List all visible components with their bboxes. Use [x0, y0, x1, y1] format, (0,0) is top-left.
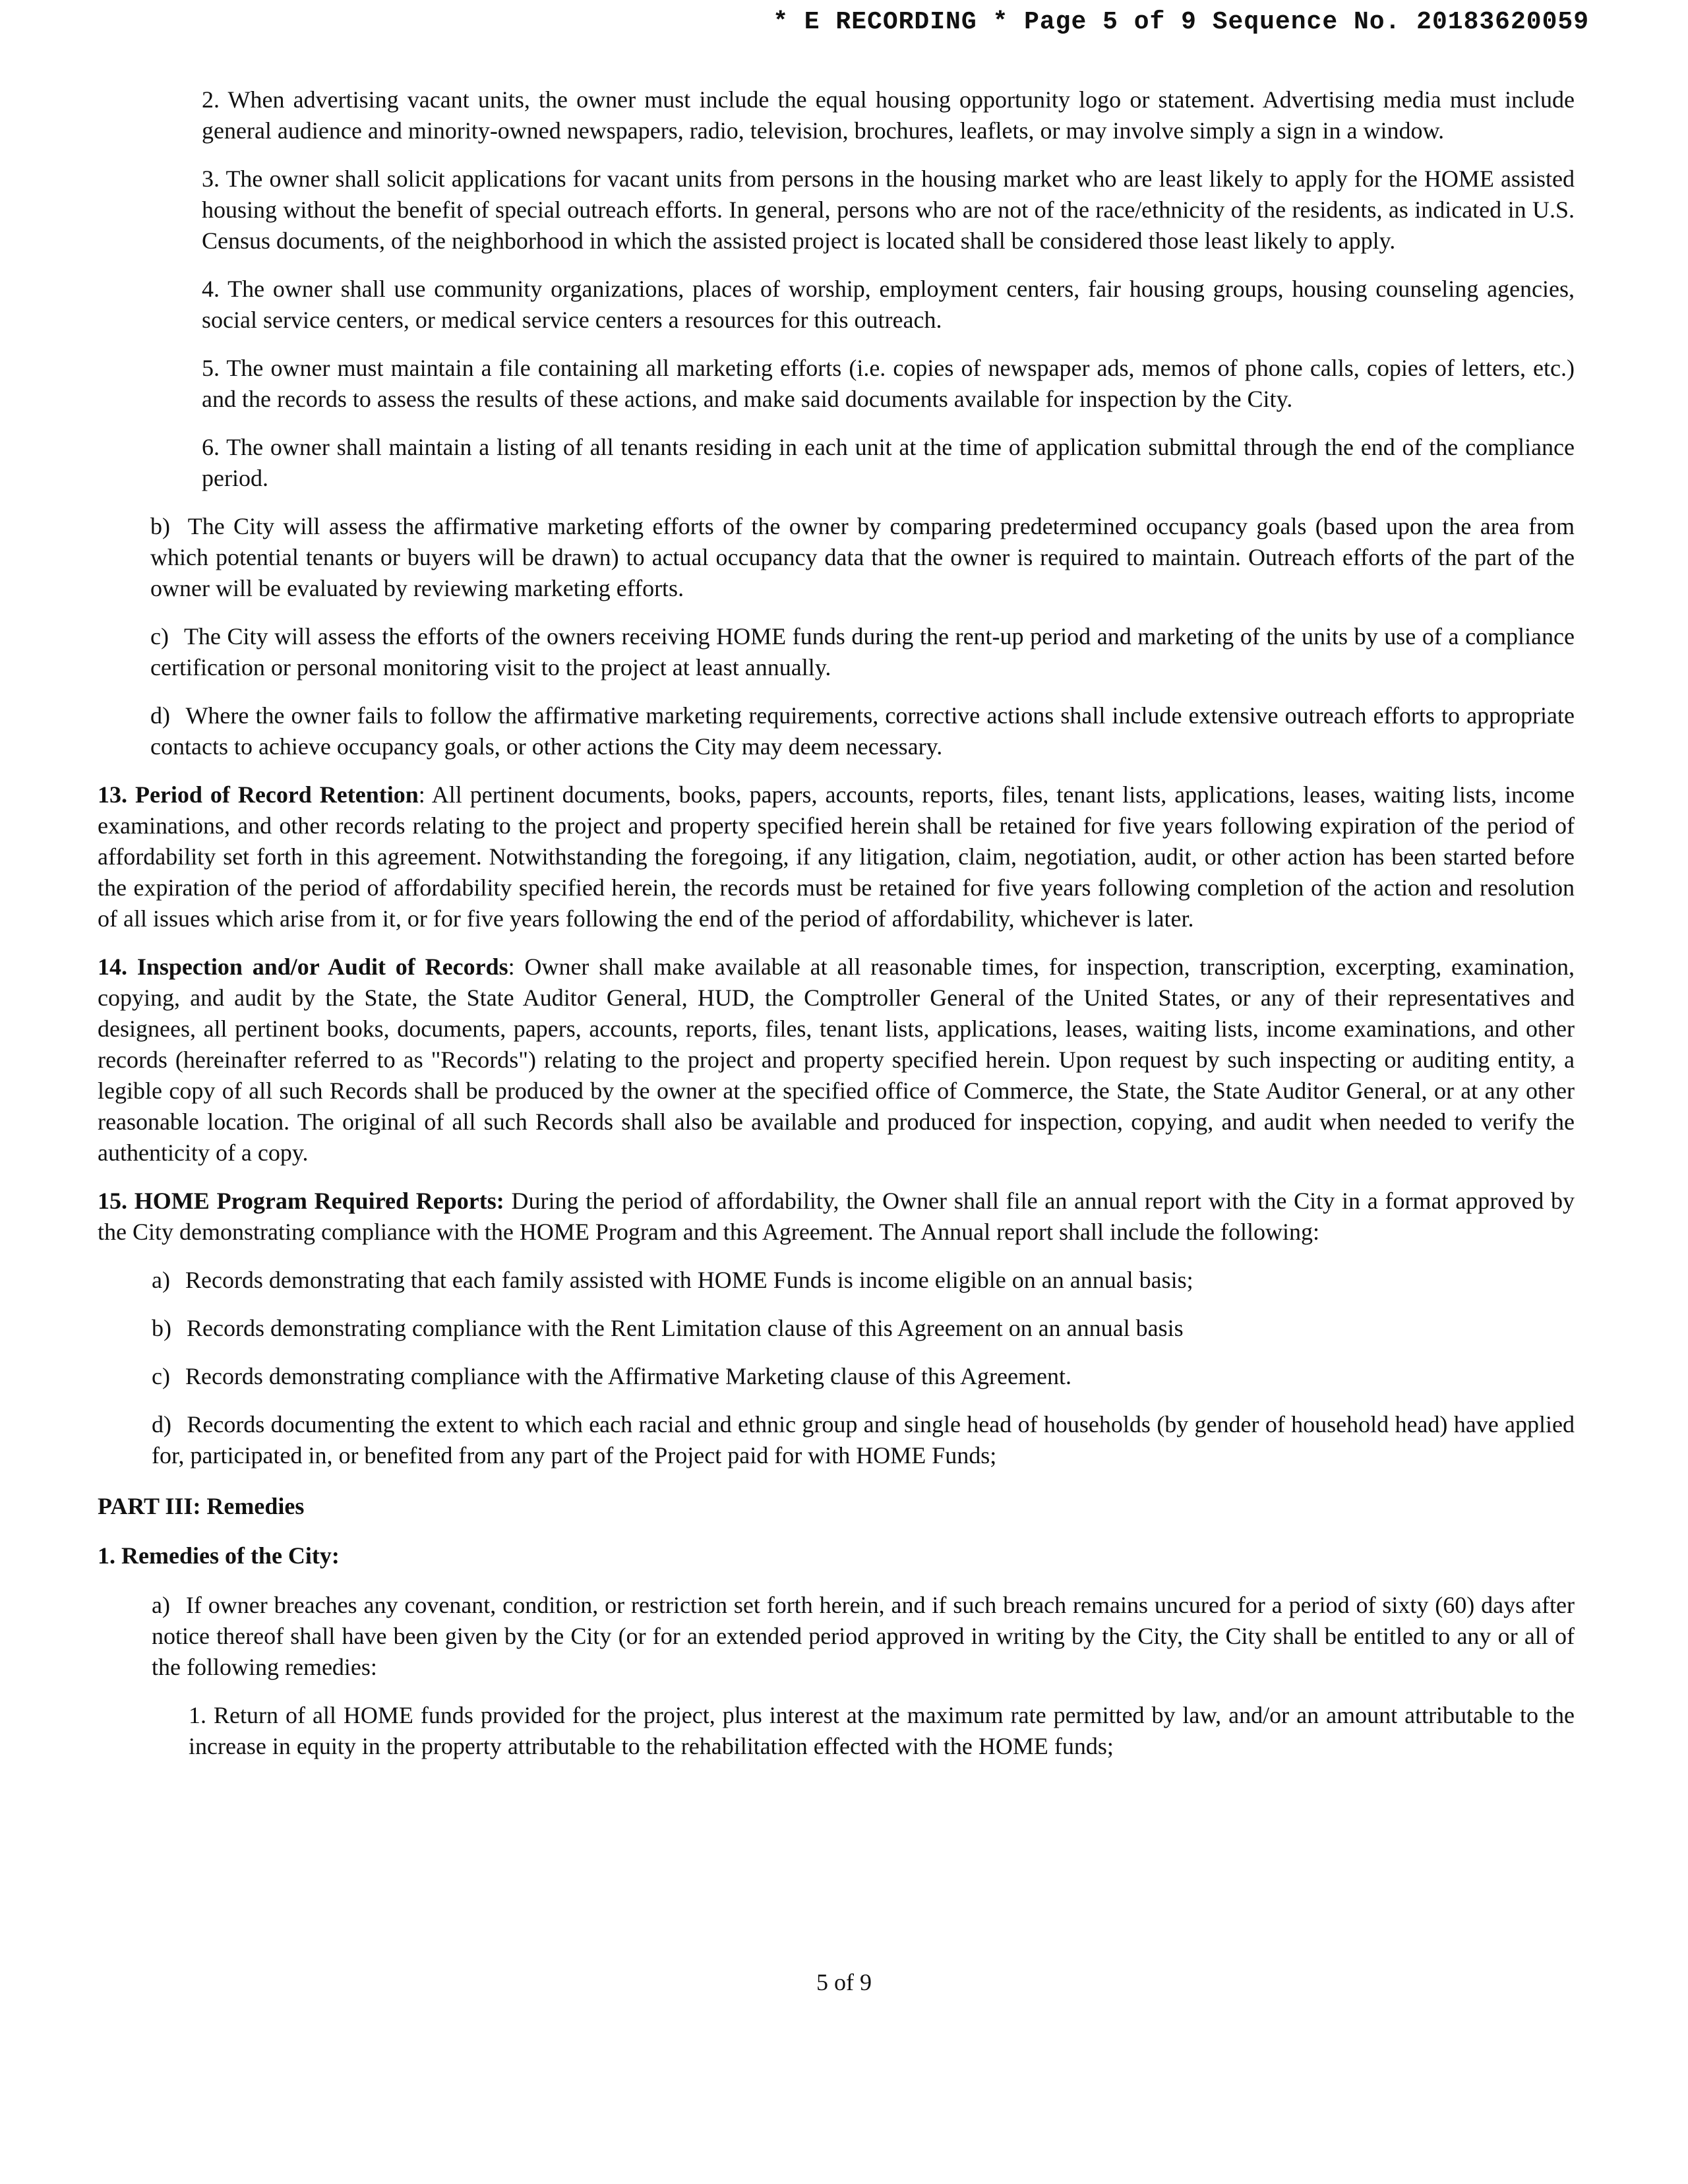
city-item-d-text: Where the owner fails to follow the affirmative marketing requirements, corrective actions shall include extensive outreach efforts to appropriate contacts to achieve occupancy goals, or other actions the City may deem necessary. [150, 702, 1575, 760]
report-item-c-label: c) [152, 1363, 170, 1389]
remedy-item-a [152, 1590, 1575, 1683]
city-item-c [150, 621, 1575, 683]
section-15-text: During the period of affordability, the Owner shall file an annual report with the City in a format approved by the City demonstrating compliance with the HOME Program and this Agreement. The Annual report shall include the following: [98, 1188, 1575, 1245]
city-item-c-label: c) [150, 623, 169, 650]
marketing-item-5: 5. The owner must maintain a file containing all marketing efforts (i.e. copies of newspaper ads, memos of phone calls, copies of letters, etc.) and the records to assess the results of these actions, and make said documents available for inspection by the City. [202, 355, 1575, 412]
section-13-heading: 13. Period of Record Retention [98, 781, 419, 808]
section-13 [98, 779, 1575, 934]
section-15 [98, 1186, 1575, 1248]
city-item-d-label: d) [150, 702, 170, 729]
remedy-item-a-label: a) [152, 1592, 170, 1618]
report-item-c [152, 1361, 1575, 1392]
report-item-d-text: Records documenting the extent to which each racial and ethnic group and single head of households (by gender of household head) have applied for, participated in, or benefited from any part of the Project paid for with HOME Funds; [152, 1411, 1575, 1469]
report-item-a-label: a) [152, 1267, 170, 1293]
marketing-item-3: 3. The owner shall solicit applications for vacant units from persons in the housing market who are least likely to apply for the HOME assisted housing without the benefit of special outreach efforts. In general, persons who are not of the race/ethnicity of the residents, as indicated in U.S. Census documents, of the neighborhood in which the assisted project is located shall be considered those least likely to apply. [202, 166, 1575, 254]
part-3-heading: PART III: Remedies [98, 1493, 305, 1519]
section-13-text: : All pertinent documents, books, papers, accounts, reports, files, tenant lists, applications, leases, waiting lists, income examinations, and other records relating to the project and property specified herein shall be retained for five years following expiration of the period of affordability set forth in this agreement. Notwithstanding the foregoing, if any litigation, claim, negotiation, audit, or other action has been started before the expiration of the period of affordability specified herein, the records must be retained for five years following completion of the action and resolution of all issues which arise from it, or for five years following the end of the period of affordability, whichever is later. [98, 781, 1575, 932]
marketing-item-4: 4. The owner shall use community organizations, places of worship, employment centers, fair housing groups, housing counseling agencies, social service centers, or medical service centers a resources for this outreach. [202, 276, 1575, 333]
recording-header: * E RECORDING * Page 5 of 9 Sequence No. 20183620059 [773, 8, 1589, 36]
page-number: 5 of 9 [816, 1969, 872, 1995]
city-item-b-text: The City will assess the affirmative marketing efforts of the owner by comparing predetermined occupancy goals (based upon the area from which potential tenants or buyers will be drawn) to actual occupancy data that the owner is required to maintain. Outreach efforts of the part of the owner will be evaluated by reviewing marketing efforts. [150, 513, 1575, 601]
city-item-b [150, 511, 1575, 604]
remedy-item-a-text: If owner breaches any covenant, condition, or restriction set forth herein, and if such breach remains uncured for a period of sixty (60) days after notice thereof shall have been given by the City (or for an extended period approved in writing by the City, the City shall be entitled to any or all of the following remedies: [152, 1592, 1575, 1680]
report-item-b [152, 1313, 1575, 1344]
marketing-item-6: 6. The owner shall maintain a listing of all tenants residing in each unit at the time of application submittal through the end of the compliance period. [202, 434, 1575, 491]
city-item-b-label: b) [150, 513, 170, 539]
section-14-text: : Owner shall make available at all reasonable times, for inspection, transcription, excerpting, examination, copying, and audit by the State, the State Auditor General, HUD, the Comptroller General of the United States, or any of their representatives and designees, all pertinent books, documents, papers, accounts, reports, files, tenant lists, applications, leases, waiting lists, income examinations, and other records (hereinafter referred to as "Records") relating to the project and property specified herein. Upon request by such inspecting or auditing entity, a legible copy of all such Records shall be produced by the owner at the specified office of Commerce, the State, the State Auditor General, or at any other reasonable location. The original of all such Records shall also be available and produced for inspection, copying, and audit when needed to verify the authenticity of a copy. [98, 954, 1575, 1166]
report-item-b-text: Records demonstrating compliance with the Rent Limitation clause of this Agreement on an annual basis [187, 1315, 1184, 1341]
city-item-d [150, 700, 1575, 762]
section-14-heading: 14. Inspection and/or Audit of Records [98, 954, 508, 980]
section-15-heading: 15. HOME Program Required Reports: [98, 1188, 504, 1214]
city-item-c-text: The City will assess the efforts of the owners receiving HOME funds during the rent-up period and marketing of the units by use of a compliance certification or personal monitoring visit to the project at least annually. [150, 623, 1575, 681]
marketing-item-2: 2. When advertising vacant units, the owner must include the equal housing opportunity logo or statement. Advertising media must include general audience and minority-owned newspapers, radio, television, brochures, leaflets, or may involve simply a sign in a window. [202, 86, 1575, 144]
remedies-of-city-heading: 1. Remedies of the City: [98, 1542, 340, 1569]
document-body [98, 84, 1575, 1779]
report-item-a [152, 1265, 1575, 1296]
report-item-b-label: b) [152, 1315, 171, 1341]
report-item-c-text: Records demonstrating compliance with the Affirmative Marketing clause of this Agreement. [185, 1363, 1071, 1389]
section-14 [98, 952, 1575, 1168]
remedy-1: 1. Return of all HOME funds provided for the project, plus interest at the maximum rate permitted by law, and/or an amount attributable to the increase in equity in the property attributable to the rehabilitation effected with the HOME funds; [189, 1702, 1575, 1759]
report-item-d [152, 1409, 1575, 1471]
report-item-d-label: d) [152, 1411, 171, 1438]
report-item-a-text: Records demonstrating that each family assisted with HOME Funds is income eligible on an annual basis; [185, 1267, 1193, 1293]
